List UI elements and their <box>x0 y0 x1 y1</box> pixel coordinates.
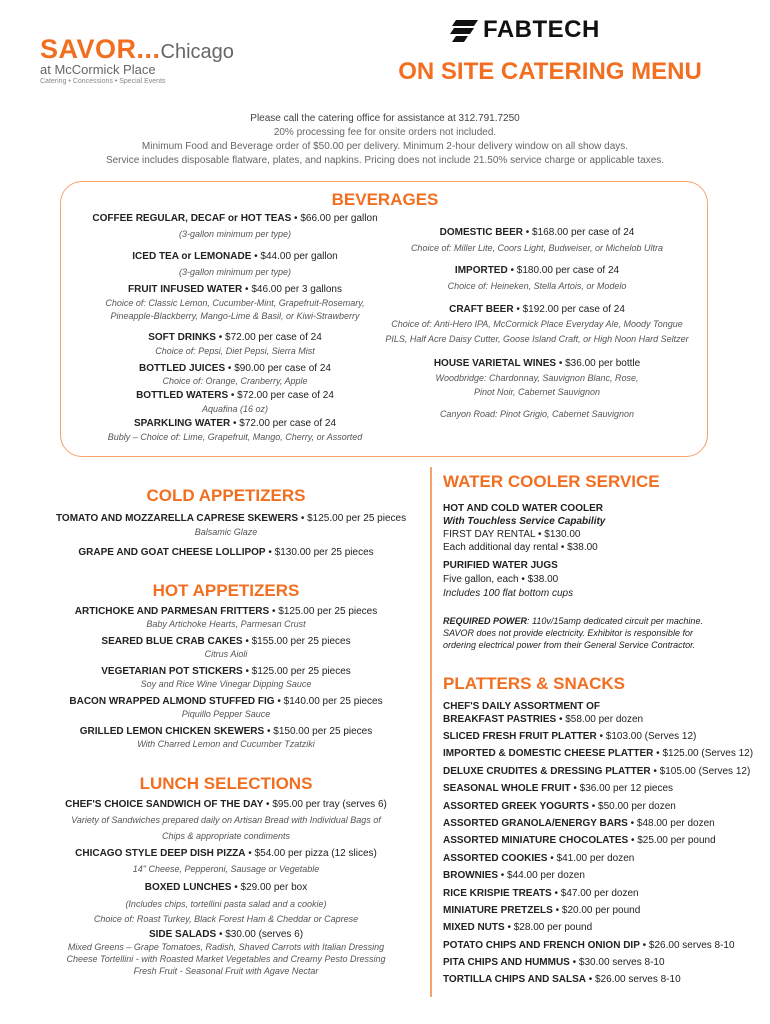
bev-domestic-beer: DOMESTIC BEER • $168.00 per case of 24 Choice of: Miller Lite, Coors Light, Budweiser, or Michelob Ultra <box>410 227 664 253</box>
platter-item: SLICED FRESH FRUIT PLATTER • $103.00 (Serves 12) <box>443 731 697 742</box>
platter-item: BROWNIES • $44.00 per dozen <box>443 870 585 882</box>
lunch-title: LUNCH SELECTIONS <box>139 774 313 793</box>
info-service: Service includes disposable flatware, plates, and napkins. Pricing does not include 21.50% service charge or applicable taxes. <box>105 155 665 166</box>
fabtech-logo <box>450 16 620 46</box>
fabtech-word: FABTECH <box>483 16 600 43</box>
cold-title: COLD APPETIZERS <box>146 486 306 505</box>
menu-title: ON SITE CATERING MENU <box>398 58 702 85</box>
right-divider <box>430 467 432 997</box>
bev-soft-drinks: SOFT DRINKS • $72.00 per case of 24 Choice of: Pepsi, Diet Pepsi, Sierra Mist <box>148 332 322 356</box>
platter-item: PITA CHIPS AND HUMMUS • $30.00 serves 8-10 <box>443 957 665 969</box>
bev-coffee: COFFEE REGULAR, DECAF or HOT TEAS • $66.00 per gallon (3-gallon minimum per type) <box>92 213 378 239</box>
bev-infused-water: FRUIT INFUSED WATER • $46.00 per 3 gallons Choice of: Classic Lemon, Cucumber-Mint, Grapefruit-Rosemary, Pineapple-Blackberry, Mango-Lime & Basil, or Kiwi-Strawberry <box>105 284 365 321</box>
beverages-title: BEVERAGES <box>331 190 439 209</box>
info-minimum: Minimum Food and Beverage order of $50.00 per delivery. Minimum 2-hour delivery window on all show days. <box>141 141 629 152</box>
platter-item: ASSORTED GRANOLA/ENERGY BARS • $48.00 per dozen <box>443 817 715 829</box>
platter-item: ASSORTED COOKIES • $41.00 per dozen <box>443 852 635 864</box>
platters-chef: CHEF'S DAILY ASSORTMENT OF BREAKFAST PASTRIES • $58.00 per dozen <box>443 701 644 725</box>
platter-item: RICE KRISPIE TREATS • $47.00 per dozen <box>443 887 639 899</box>
bev-craft-beer: CRAFT BEER • $192.00 per case of 24 Choice of: Anti-Hero IPA, McCormick Place Everyday Ale, Moody Tongue PILS, Half Acre Daisy Cutter, Goose Island Craft, or High Noon Hard Seltzer <box>385 304 689 344</box>
platter-item: ASSORTED GREEK YOGURTS • $50.00 per dozen <box>443 800 676 812</box>
water-title: WATER COOLER SERVICE <box>443 472 660 491</box>
platter-item: IMPORTED & DOMESTIC CHEESE PLATTER • $125.00 (Serves 12) <box>443 748 754 760</box>
platter-item: DELUXE CRUDITES & DRESSING PLATTER • $105.00 (Serves 12) <box>443 765 751 777</box>
lunch-item-boxed: BOXED LUNCHES • $29.00 per box (Includes chips, tortellini pasta salad and a cookie) Choice of: Roast Turkey, Black Forest Ham & Cheddar or Caprese <box>93 882 359 924</box>
bev-sparkling: SPARKLING WATER • $72.00 per case of 24 Bubly – Choice of: Lime, Grapefruit, Mango, Cherry, or Assorted <box>107 418 363 442</box>
bev-wines: HOUSE VARIETAL WINES • $36.00 per bottle Woodbridge: Chardonnay, Sauvignon Blanc, Rose, Pinot Noir, Cabernet Sauvignon Canyon Road: Pinot Grigio, Cabernet Sauvignon <box>433 358 641 419</box>
water-required-power: REQUIRED POWER: 110v/15amp dedicated circuit per machine. SAVOR does not provide electricity. Exhibitor is responsible for ordering electrical power from their General Service Contractor. <box>443 616 703 650</box>
savor-city: Chicago <box>160 41 234 63</box>
platter-item: MINIATURE PRETZELS • $20.00 per pound <box>443 904 641 916</box>
hot-item-fritters: ARTICHOKE AND PARMESAN FRITTERS • $125.00 per 25 pieces Baby Artichoke Hearts, Parmesan Crust <box>74 606 378 629</box>
bev-waters: BOTTLED WATERS • $72.00 per case of 24 Aquafina (16 oz) <box>136 390 334 414</box>
platter-item: TORTILLA CHIPS AND SALSA • $26.00 serves 8-10 <box>443 974 681 986</box>
savor-title: SAVOR... <box>40 34 161 64</box>
hot-item-potstickers: VEGETARIAN POT STICKERS • $125.00 per 25 pieces Soy and Rice Wine Vinegar Dipping Sauce <box>101 666 351 689</box>
platters-list <box>443 731 763 992</box>
hot-item-chicken: GRILLED LEMON CHICKEN SKEWERS • $150.00 per 25 pieces With Charred Lemon and Cucumber Tzatziki <box>79 726 373 749</box>
lunch-item-sandwich: CHEF'S CHOICE SANDWICH OF THE DAY • $95.00 per tray (serves 6) Variety of Sandwiches prepared daily on Artisan Bread with Individual Bags of Chips & appropriate condiments <box>65 799 387 841</box>
lunch-item-salads: SIDE SALADS • $30.00 (serves 6) Mixed Greens – Grape Tomatoes, Radish, Shaved Carrots with Italian Dressing Cheese Tortellini - with Roasted Market Vegetables and Creamy Pesto Dressing Fresh Fruit - Seasonal Fruit with Agave Nectar <box>66 929 386 976</box>
info-block <box>60 112 710 168</box>
hot-item-fig: BACON WRAPPED ALMOND STUFFED FIG • $140.00 per 25 pieces Piquillo Pepper Sauce <box>69 696 383 719</box>
fabtech-mark-icon <box>450 19 478 43</box>
savor-sub: at McCormick Place <box>40 62 156 77</box>
bev-iced-tea: ICED TEA or LEMONADE • $44.00 per gallon (3-gallon minimum per type) <box>132 251 338 277</box>
hot-title: HOT APPETIZERS <box>152 581 300 600</box>
platters-title: PLATTERS & SNACKS <box>443 674 625 693</box>
platter-item: ASSORTED MINIATURE CHOCOLATES • $25.00 per pound <box>443 835 716 847</box>
water-jugs-block: PURIFIED WATER JUGS Five gallon, each • $38.00 Includes 100 flat bottom cups <box>443 560 574 599</box>
bev-imported: IMPORTED • $180.00 per case of 24 Choice of: Heineken, Stella Artois, or Modelo <box>447 265 627 291</box>
platter-item: POTATO CHIPS AND FRENCH ONION DIP • $26.00 serves 8-10 <box>443 939 735 951</box>
info-fee: 20% processing fee for onsite orders not included. <box>273 127 497 138</box>
platter-item: MIXED NUTS • $28.00 per pound <box>443 922 593 934</box>
lunch-item-pizza: CHICAGO STYLE DEEP DISH PIZZA • $54.00 per pizza (12 slices) 14" Cheese, Pepperoni, Sausage or Vegetable <box>75 848 377 874</box>
water-cooler-block: HOT AND COLD WATER COOLER With Touchless Service Capability FIRST DAY RENTAL • $130.00 Each additional day rental • $38.00 <box>443 503 606 553</box>
savor-logo <box>40 34 270 94</box>
platter-item: SEASONAL WHOLE FRUIT • $36.00 per 12 pieces <box>443 783 674 795</box>
bev-juices: BOTTLED JUICES • $90.00 per case of 24 Choice of: Orange, Cranberry, Apple <box>139 363 331 386</box>
info-phone: Please call the catering office for assistance at 312.791.7250 <box>250 113 520 124</box>
cold-item-lollipop: GRAPE AND GOAT CHEESE LOLLIPOP • $130.00 per 25 pieces <box>78 547 374 558</box>
savor-tag: Catering • Concessions • Special Events <box>40 78 166 85</box>
hot-item-crab: SEARED BLUE CRAB CAKES • $155.00 per 25 pieces Citrus Aioli <box>101 636 351 659</box>
cold-item-caprese: TOMATO AND MOZZARELLA CAPRESE SKEWERS • $125.00 per 25 pieces Balsamic Glaze <box>56 513 407 537</box>
